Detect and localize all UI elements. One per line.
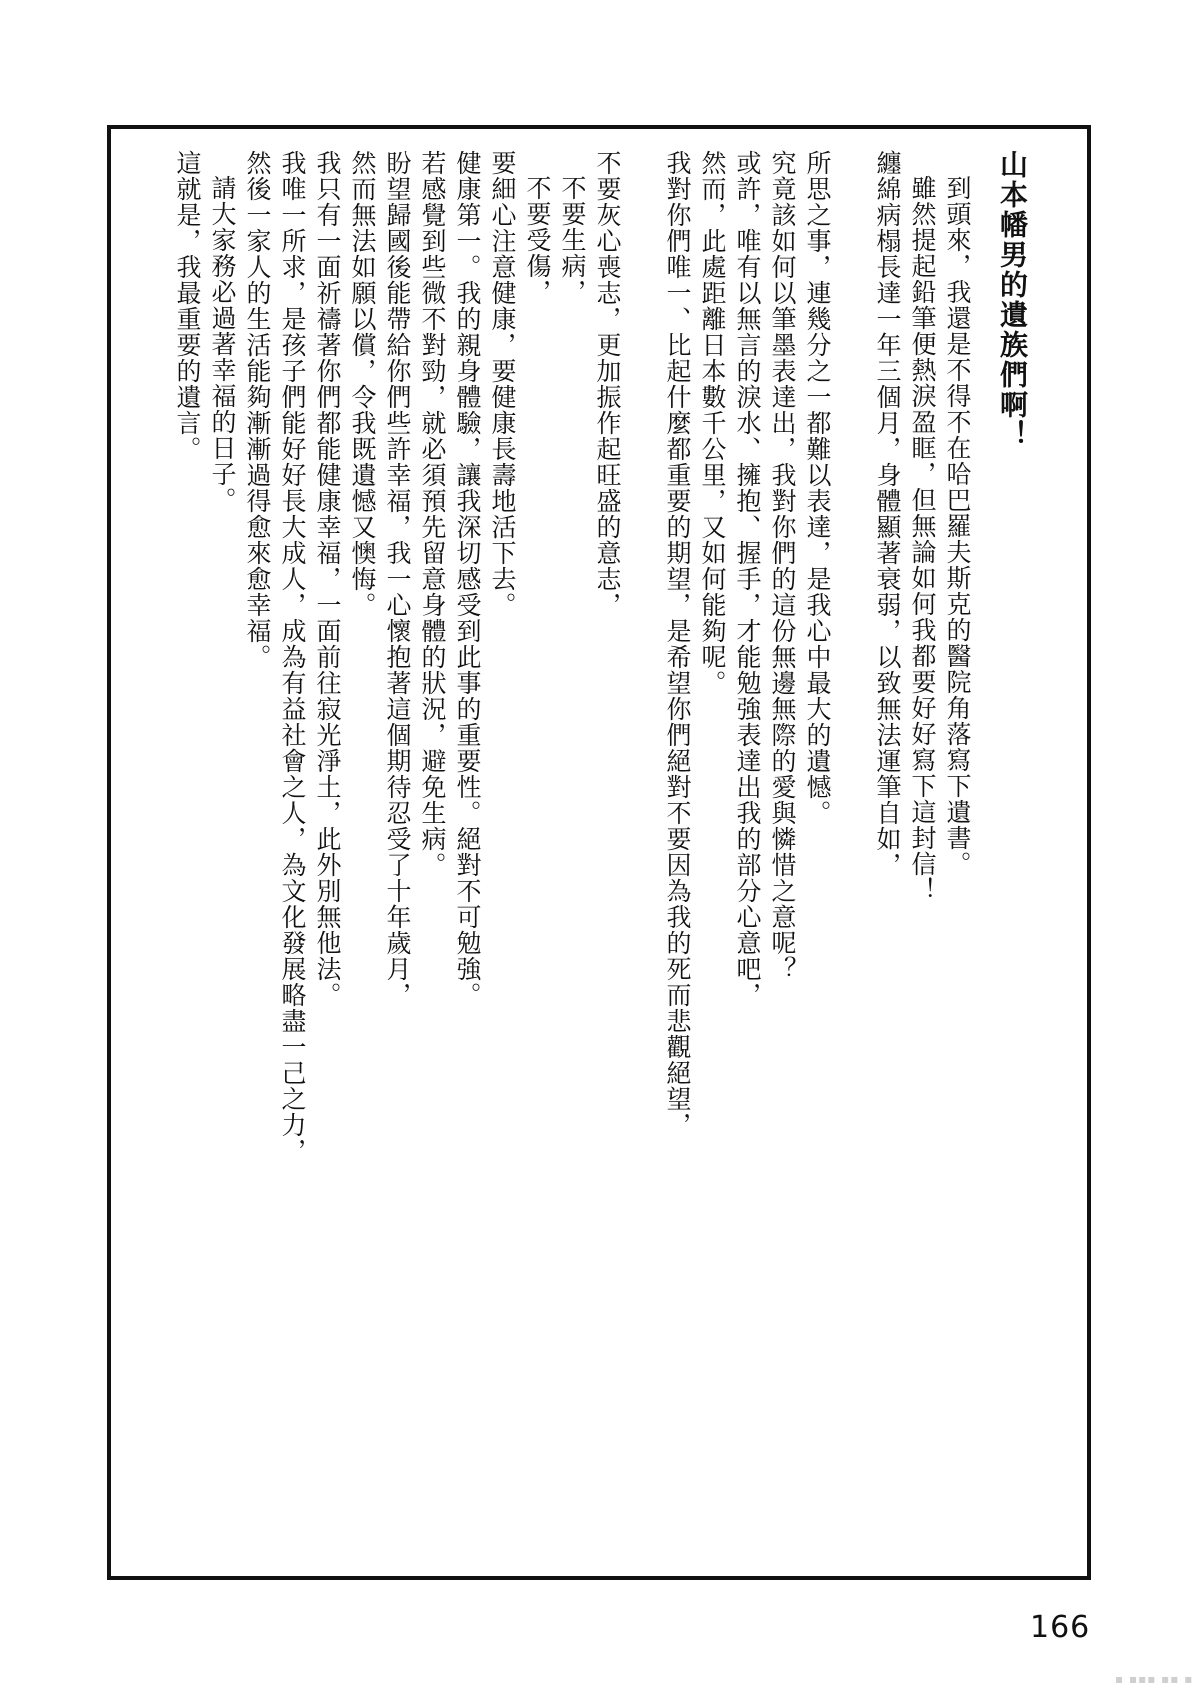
letter-line: 或許，唯有以無言的淚水、擁抱、握手，才能勉強表達出我的部分心意吧， — [733, 150, 762, 1008]
letter-line: 所思之事，連幾分之一都難以表達，是我心中最大的遺憾。 — [803, 150, 832, 826]
letter-line: 健康第一。我的親身體驗，讓我深切感受到此事的重要性。絕對不可勉強。 — [453, 150, 482, 1008]
letter-line: 然後一家人的生活能夠漸漸過得愈來愈幸福。 — [243, 150, 272, 670]
letter-line: 然而無法如願以償，令我既遺憾又懊悔。 — [348, 150, 377, 618]
letter-line: 不要灰心喪志，更加振作起旺盛的意志， — [593, 150, 622, 618]
letter-line: 纏綿病榻長達一年三個月，身體顯著衰弱，以致無法運筆自如， — [873, 150, 902, 878]
letter-line: 究竟該如何以筆墨表達出，我對你們的這份無邊無際的愛與憐惜之意呢？ — [768, 150, 797, 982]
letter-line: 請大家務必過著幸福的日子。 — [208, 175, 237, 513]
letter-line: 到頭來，我還是不得不在哈巴羅夫斯克的醫院角落寫下遺書。 — [943, 175, 972, 877]
letter-line: 不要生病， — [558, 175, 587, 305]
letter-body — [170, 150, 1030, 1440]
letter-line: 我唯一所求，是孩子們能好好長大成人，成為有益社會之人，為文化發展略盡一己之力， — [278, 150, 307, 1164]
letter-line: 要細心注意健康，要健康長壽地活下去。 — [488, 150, 517, 618]
page-number: 166 — [1030, 1610, 1091, 1645]
letter-line: 然而，此處距離日本數千公里，又如何能夠呢。 — [698, 150, 727, 696]
letter-title: 山本幡男的遺族們啊！ — [996, 150, 1029, 450]
letter-line: 不要受傷， — [523, 175, 552, 305]
corner-watermark: ▪ ▪▪▪ ▪▪ ▪ — [1115, 1672, 1194, 1686]
letter-line: 我對你們唯一、比起什麼都重要的期望，是希望你們絕對不要因為我的死而悲觀絕望， — [663, 150, 692, 1138]
letter-line: 若感覺到些微不對勁，就必須預先留意身體的狀況，避免生病。 — [418, 150, 447, 878]
letter-line: 這就是，我最重要的遺言。 — [173, 150, 202, 462]
letter-line: 盼望歸國後能帶給你們些許幸福，我一心懷抱著這個期待忍受了十年歲月， — [383, 150, 412, 1008]
paragraph-list — [170, 150, 975, 1440]
letter-line: 我只有一面祈禱著你們都能健康幸福，一面前往寂光淨土，此外別無他法。 — [313, 150, 342, 1008]
letter-line: 雖然提起鉛筆便熱淚盈眶，但無論如何我都要好好寫下這封信！ — [908, 175, 937, 903]
